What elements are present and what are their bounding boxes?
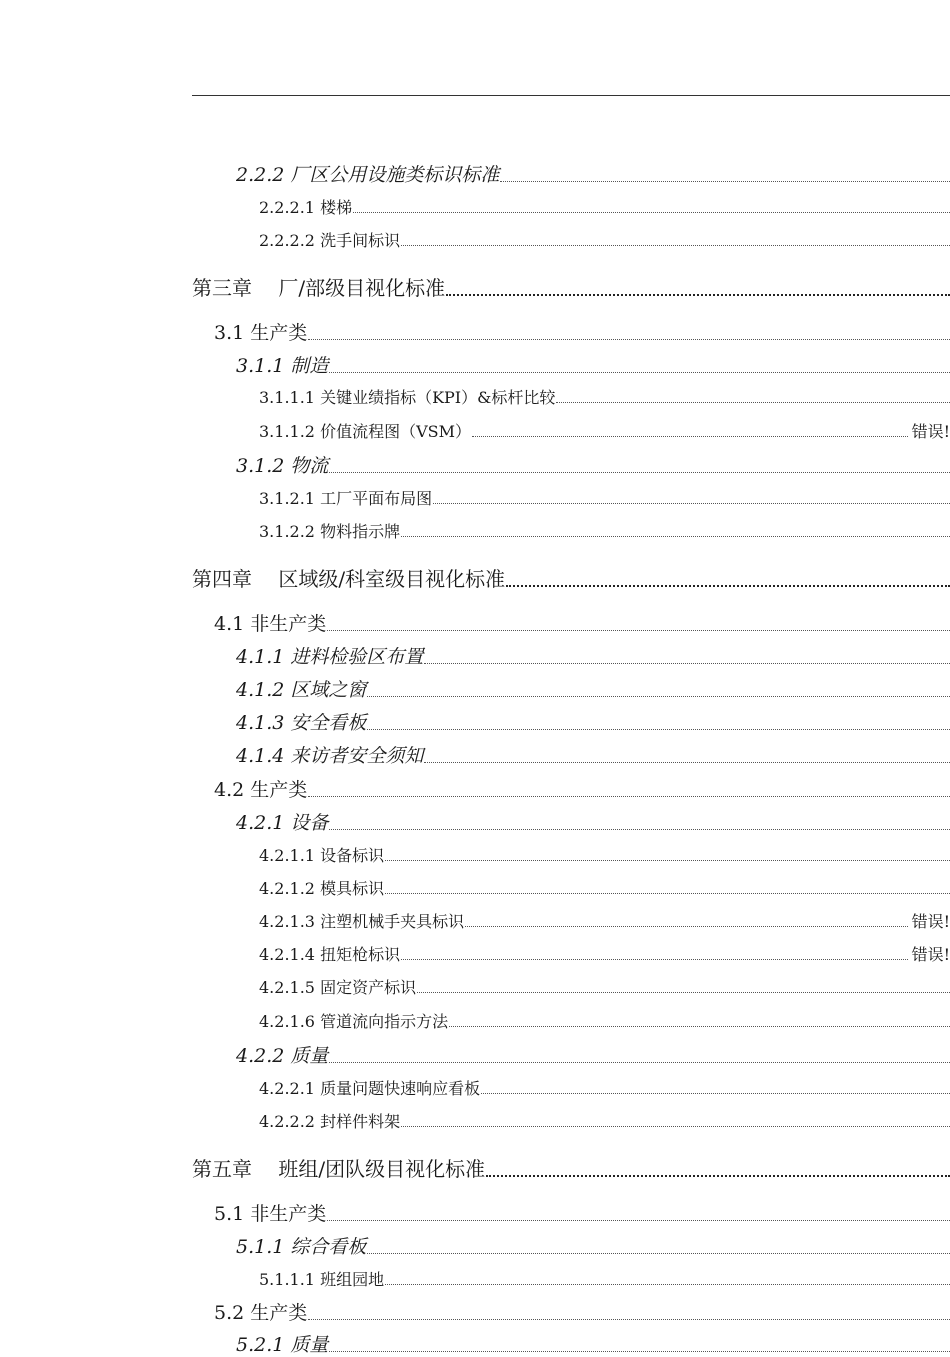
toc-entry-title: 3.1.1.1 关键业绩指标（KPI）&标杆比较 — [259, 388, 556, 407]
dot-leader — [385, 1284, 950, 1285]
toc-entry-title: 3.1 生产类 — [214, 322, 308, 344]
toc-entry[interactable] — [259, 385, 950, 408]
dot-leader — [424, 663, 950, 664]
toc-entry-title: 4.2.1.4 扭矩枪标识 — [259, 945, 401, 964]
toc-chapter-title: 第五章 班组/团队级目视化标准 — [192, 1157, 486, 1181]
toc-entry-title: 5.1 非生产类 — [214, 1203, 327, 1225]
error-text: 错误! — [911, 422, 950, 441]
dot-leader — [481, 1093, 950, 1094]
dot-leader — [446, 294, 950, 296]
toc-chapter[interactable] — [192, 1153, 950, 1182]
dot-leader — [367, 1253, 950, 1254]
toc-entry[interactable] — [214, 775, 950, 802]
dot-leader — [500, 181, 950, 182]
dot-leader — [308, 796, 950, 797]
toc-entry[interactable] — [259, 876, 950, 899]
toc-entry-title: 3.1.2 物流 — [236, 455, 329, 477]
dot-leader — [449, 1026, 950, 1027]
dot-leader — [329, 372, 950, 373]
toc-entry-title: 3.1.2.2 物料指示牌 — [259, 522, 401, 541]
toc-entry-title: 4.1.4 来访者安全须知 — [236, 745, 424, 767]
toc-entry-title: 3.1.1.2 价值流程图（VSM） — [259, 422, 471, 441]
toc-entry-title: 5.2 生产类 — [214, 1302, 308, 1324]
toc-entry[interactable] — [259, 1009, 950, 1032]
dot-leader — [327, 1220, 950, 1221]
toc-entry-title: 4.2.1.6 管道流向指示方法 — [259, 1012, 449, 1031]
toc-entry-title: 2.2.2.1 楼梯 — [259, 198, 353, 217]
toc-entry[interactable] — [236, 808, 950, 835]
toc-entry[interactable] — [236, 451, 950, 478]
toc-entry-title: 4.2.1 设备 — [236, 812, 329, 834]
toc-entry-title: 3.1.2.1 工厂平面布局图 — [259, 489, 433, 508]
toc-entry-title: 2.2.2 厂区公用设施类标识标准 — [236, 164, 500, 186]
dot-leader — [472, 436, 908, 437]
toc-entry-title: 4.2 生产类 — [214, 779, 308, 801]
toc-entry-title: 4.2.2 质量 — [236, 1045, 329, 1067]
toc-entry[interactable] — [259, 1267, 950, 1290]
dot-leader — [506, 585, 950, 587]
toc-entry[interactable] — [236, 1041, 950, 1068]
dot-leader — [465, 926, 907, 927]
toc-entry[interactable] — [259, 1109, 950, 1132]
dot-leader — [385, 893, 950, 894]
toc-entry[interactable] — [236, 1330, 950, 1357]
toc-entry[interactable] — [259, 228, 950, 251]
toc-entry-title: 5.1.1.1 班组园地 — [259, 1270, 385, 1289]
toc-entry[interactable] — [236, 741, 950, 768]
toc-entry[interactable] — [236, 642, 950, 669]
toc-chapter[interactable] — [192, 272, 950, 301]
toc-entry-title: 4.2.1.5 固定资产标识 — [259, 978, 417, 997]
dot-leader — [401, 959, 907, 960]
dot-leader — [367, 729, 950, 730]
toc-entry-title: 4.1 非生产类 — [214, 613, 327, 635]
toc-entry[interactable] — [236, 351, 950, 378]
dot-leader — [556, 402, 950, 403]
dot-leader — [327, 630, 950, 631]
dot-leader — [486, 1175, 950, 1177]
toc-entry[interactable] — [259, 519, 950, 542]
dot-leader — [433, 503, 950, 504]
error-text: 错误! — [911, 945, 950, 964]
dot-leader — [308, 1319, 950, 1320]
toc-entry[interactable] — [236, 675, 950, 702]
toc-entry[interactable] — [259, 195, 950, 218]
toc-entry[interactable] — [259, 419, 950, 442]
dot-leader — [329, 1351, 950, 1352]
toc-entry[interactable] — [236, 708, 950, 735]
dot-leader — [401, 536, 950, 537]
toc-entry-title: 4.1.2 区域之窗 — [236, 679, 367, 701]
toc-entry-title: 4.2.1.2 模具标识 — [259, 879, 385, 898]
toc-entry[interactable] — [259, 909, 950, 932]
toc-entry-title: 5.1.1 综合看板 — [236, 1236, 367, 1258]
dot-leader — [417, 992, 950, 993]
toc-entry-title: 4.2.2.1 质量问题快速响应看板 — [259, 1079, 481, 1098]
toc-entry-title: 5.2.1 质量 — [236, 1334, 329, 1356]
toc-entry-title: 4.2.1.1 设备标识 — [259, 846, 385, 865]
toc-entry[interactable] — [259, 975, 950, 998]
toc-chapter[interactable] — [192, 563, 950, 592]
dot-leader — [367, 696, 950, 697]
toc-entry-title: 4.2.2.2 封样件料架 — [259, 1112, 401, 1131]
dot-leader — [385, 860, 950, 861]
dot-leader — [401, 1126, 950, 1127]
dot-leader — [401, 245, 950, 246]
toc-entry-title: 4.1.1 进料检验区布置 — [236, 646, 424, 668]
dot-leader — [308, 339, 950, 340]
toc-entry[interactable] — [259, 486, 950, 509]
toc-entry[interactable] — [259, 942, 950, 965]
toc-entry-title: 2.2.2.2 洗手间标识 — [259, 231, 401, 250]
toc-entry[interactable] — [214, 318, 950, 345]
dot-leader — [424, 762, 950, 763]
toc-entry[interactable] — [214, 1199, 950, 1226]
toc-entry[interactable] — [236, 1232, 950, 1259]
error-text: 错误! — [911, 912, 950, 931]
toc-entry[interactable] — [214, 1298, 950, 1325]
toc-entry[interactable] — [214, 609, 950, 636]
toc-entry-title: 4.2.1.3 注塑机械手夹具标识 — [259, 912, 465, 931]
toc-chapter-title: 第四章 区域级/科室级目视化标准 — [192, 567, 506, 591]
toc-entry[interactable] — [236, 160, 950, 187]
dot-leader — [329, 472, 950, 473]
toc-entry-title: 3.1.1 制造 — [236, 355, 329, 377]
toc-entry-title: 4.1.3 安全看板 — [236, 712, 367, 734]
dot-leader — [353, 212, 950, 213]
toc-entry[interactable] — [259, 843, 950, 866]
toc-entry[interactable] — [259, 1076, 950, 1099]
dot-leader — [329, 1062, 950, 1063]
dot-leader — [329, 829, 950, 830]
toc-chapter-title: 第三章 厂/部级目视化标准 — [192, 276, 446, 300]
